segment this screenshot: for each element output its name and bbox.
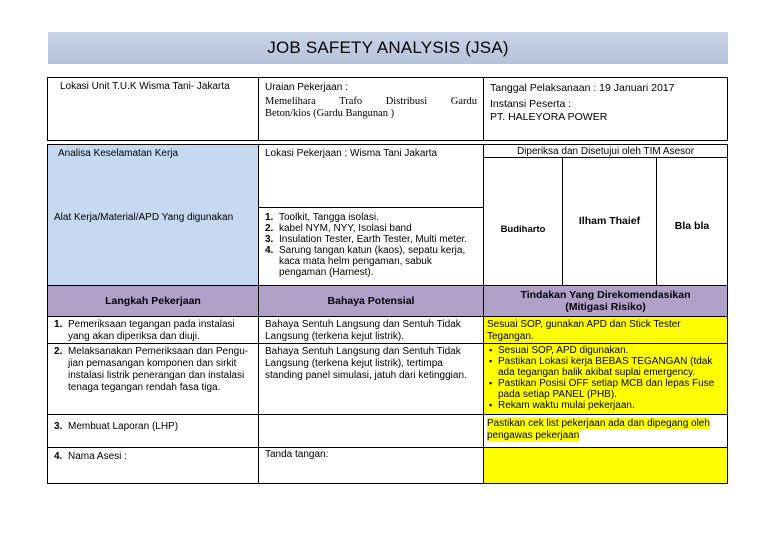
instansi-label: Instansi Peserta : (490, 98, 572, 110)
uraian-line-1: Memelihara Trafo Distribusi Gardu (265, 96, 477, 107)
lokasi-pekerjaan-cell (258, 144, 484, 208)
jsa-table (47, 77, 728, 484)
tanggal-instansi-cell (483, 77, 728, 141)
title-text: JOB SAFETY ANALYSIS (JSA) (267, 38, 509, 57)
asesor-name-1: Budiharto (500, 224, 546, 235)
alat-item: 3. Insulation Tester, Earth Tester, Multi meter. (265, 234, 468, 245)
asesor-name-3: Bla bla (674, 220, 710, 232)
alat-list (265, 212, 477, 278)
bahaya-row-1: Bahaya Sentuh Langsung dan Sentuh Tidak Langsung (terkena kejut listrik). (258, 316, 484, 344)
langkah-row-1: 1. Pemeriksaan tegangan pada instalasi yang akan diperiksa dan diuji. (47, 316, 259, 344)
instansi-value: PT. HALEYORA POWER (490, 111, 608, 123)
diperiksa-header (483, 144, 728, 158)
asesor-name-2: Ilham Thaief (578, 215, 641, 227)
header-bahaya: Bahaya Potensial (258, 285, 484, 317)
tindakan-row-4 (483, 447, 728, 484)
tindakan-list (488, 345, 721, 411)
asesor-cell-2 (562, 157, 657, 286)
header-tindakan: Tindakan Yang Direkomendasikan (Mitigasi Risiko) (483, 285, 728, 317)
lokasi-unit-cell (47, 77, 259, 141)
lokasi-unit-text: Lokasi Unit T.U.K Wisma Tani- Jakarta (60, 81, 230, 92)
asesor-cell-1 (483, 157, 563, 286)
tindakan-row-2 (483, 343, 728, 415)
uraian-label: Uraian Pekerjaan : (265, 82, 348, 93)
document-title (48, 32, 728, 64)
tindakan-row-1: Sesuai SOP, gunakan APD dan Stick Tester Tegangan. (483, 316, 728, 344)
tindakan-row-3: Pastikan cek list pekerjaan ada dan dipegang oleh pengawas pekerjaan (483, 414, 728, 448)
langkah-row-2: 2. Melaksanakan Pemeriksaan dan Pengu- jian pemasangan komponen dan sirkit instalasi listrik penerangan dan instalasi tenaga tegangan rendah fasa tiga. (47, 343, 259, 415)
header-langkah: Langkah Pekerjaan (47, 285, 259, 317)
bahaya-row-3 (258, 414, 484, 448)
alat-item: 2. kabel NYM, NYY, Isolasi band (265, 223, 412, 234)
tanggal-text: Tanggal Pelaksanaan : 19 Januari 2017 (490, 82, 675, 94)
langkah-row-4: 4. Nama Asesi : (47, 447, 259, 484)
alat-kerja-label: Alat Kerja/Material/APD Yang digunakan (54, 212, 234, 223)
tanda-tangan-cell: Tanda tangan: (258, 447, 484, 484)
alat-item: 4. Sarung tangan katun (kaos), sepatu kerja, kaca mata helm pengaman, sabuk pengaman (Harnest). (265, 245, 466, 278)
tindakan-item: ▪ Rekam waktu mulai pekerjaan. (488, 400, 721, 411)
langkah-row-3: 3. Membuat Laporan (LHP) (47, 414, 259, 448)
asesor-cell-3 (656, 157, 728, 286)
diperiksa-text: Diperiksa dan Disetujui oleh TIM Asesor (516, 146, 695, 157)
uraian-pekerjaan-cell (258, 77, 484, 141)
analisa-label: Analisa Keselamatan Kerja (58, 148, 179, 159)
tindakan-item: ▪ Sesuai SOP, APD digunakan. (488, 345, 721, 356)
alat-kerja-cell (47, 207, 259, 286)
bahaya-row-2: Bahaya Sentuh Langsung dan Sentuh Tidak Langsung (terkena kejut listrik), tertimpa standing panel simulasi, jatuh dari ketinggian. (258, 343, 484, 415)
tindakan-item: ▪ Pastikan Lokasi kerja BEBAS TEGANGAN (tdak ada tegangan balik akibat suplai emergency. (488, 356, 721, 378)
uraian-line-2: Beton/kios (Gardu Bangunan ) (265, 108, 395, 119)
alat-item: 1. Toolkit, Tangga isolasi. (265, 212, 379, 223)
alat-list-cell (258, 207, 484, 286)
lokasi-pekerjaan-text: Lokasi Pekerjaan : Wisma Tani Jakarta (265, 148, 438, 159)
tindakan-item: ▪ Pastikan Posisi OFF setiap MCB dan lepas Fuse pada setiap PANEL (PHB). (488, 378, 721, 400)
